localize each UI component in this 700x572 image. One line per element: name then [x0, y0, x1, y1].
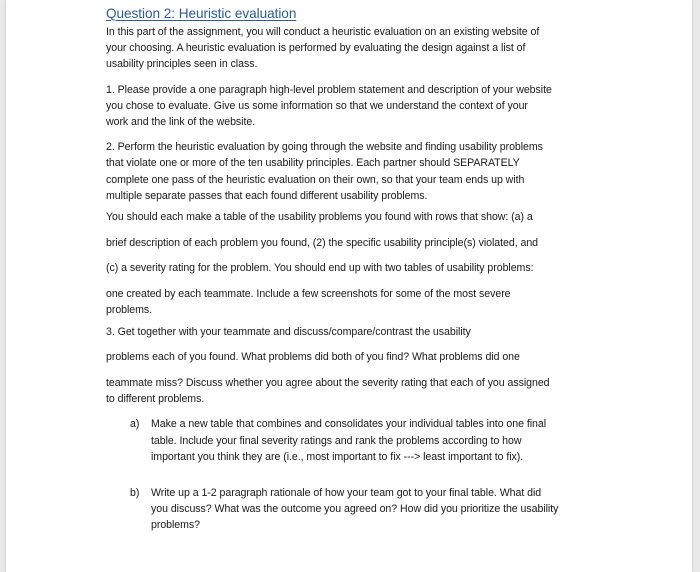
item-1-line: work and the link of the website.: [106, 116, 256, 129]
item-3-paragraph: [106, 324, 606, 408]
item-1-line: you chose to evaluate. Give us some information so that we understand the context of your: [106, 99, 528, 112]
sub-item-a-line: important you think they are (i.e., most important to fix ---> least important to fix).: [151, 450, 524, 463]
table-instructions-line: You should each make a table of the usability problems you found with rows that show: (a) a: [106, 211, 533, 224]
table-instructions-line: (c) a severity rating for the problem. You should end up with two tables of usability problems:: [106, 262, 534, 275]
intro-line: usability principles seen in class.: [106, 58, 258, 71]
intro-paragraph: [106, 24, 606, 73]
sub-item-a-marker: a): [130, 418, 140, 431]
sub-item-a-line: table. Include your final severity ratings and rank the problems according to how: [151, 434, 522, 447]
item-2-line: 2. Perform the heuristic evaluation by going through the website and finding usability problems: [106, 141, 543, 154]
item-1-paragraph: [106, 82, 606, 131]
sub-item-b: [130, 485, 607, 534]
sub-item-b-line: you discuss? What was the outcome you agreed on? How did you prioritize the usability: [151, 503, 559, 516]
item-3-line: 3. Get together with your teammate and discuss/compare/contrast the usability: [106, 325, 471, 338]
item-3-line: teammate miss? Discuss whether you agree about the severity rating that each of you assigned: [106, 376, 550, 389]
document-content: [106, 5, 606, 534]
item-3-line: to different problems.: [106, 393, 205, 406]
table-instructions-paragraph: [106, 209, 606, 319]
table-instructions-line: problems.: [106, 304, 153, 317]
document-page: [6, 0, 692, 572]
item-3-line: problems each of you found. What problems did both of you find? What problems did one: [106, 351, 520, 364]
page-title: Question 2: Heuristic evaluation: [106, 6, 297, 21]
intro-line: In this part of the assignment, you will conduct a heuristic evaluation on an existing website of: [106, 26, 540, 38]
table-instructions-line: brief description of each problem you found, (2) the specific usability principle(s) violated, and: [106, 236, 539, 249]
sub-item-b-marker: b): [130, 486, 140, 499]
item-1-line: 1. Please provide a one paragraph high-level problem statement and description of your website: [106, 83, 552, 96]
sub-item-a-line: Make a new table that combines and consolidates your individual tables into one final: [151, 418, 547, 431]
sub-item-b-line: Write up a 1-2 paragraph rationale of how your team got to your final table. What did: [151, 486, 542, 499]
item-2-paragraph: [106, 139, 606, 204]
item-2-line: multiple separate passes that each found different usability problems.: [106, 189, 428, 202]
intro-line: your choosing. A heuristic evaluation is performed by evaluating the design against a list of: [106, 42, 526, 55]
item-2-line: complete one pass of the heuristic evaluation on their own, so that your team ends up with: [106, 173, 525, 186]
sub-item-a: [130, 416, 607, 465]
item-2-line: that violate one or more of the ten usability principles. Each partner should SEPARATELY: [106, 157, 520, 170]
sub-item-b-line: problems?: [151, 519, 201, 532]
table-instructions-line: one created by each teammate. Include a few screenshots for some of the most severe: [106, 288, 511, 301]
